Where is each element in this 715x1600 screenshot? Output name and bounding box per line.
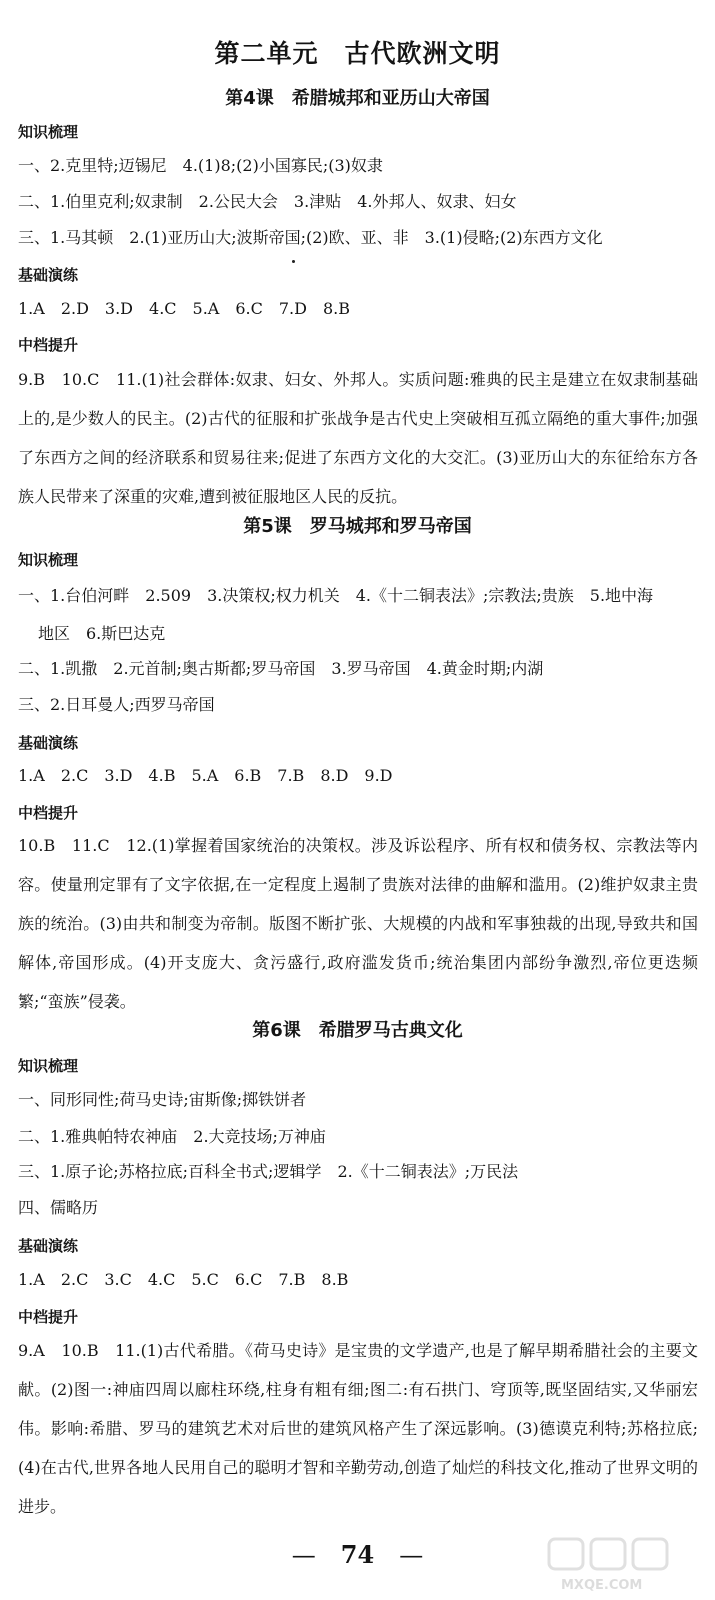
lesson-4-basic-heading: 基础演练	[18, 266, 79, 284]
lesson-4-knowledge-line-1: 一、2.克里特;迈锡尼 4.(1)8;(2)小国寡民;(3)奴隶	[18, 156, 383, 175]
watermark-logo	[541, 1535, 701, 1595]
lesson-6-knowledge-line-3: 三、1.原子论;苏格拉底;百科全书式;逻辑学 2.《十二铜表法》;万民法	[18, 1162, 519, 1181]
lesson-6-knowledge-line-4: 四、儒略历	[18, 1198, 99, 1217]
lesson-4-title: 第4课 希腊城邦和亚历山大帝国	[225, 88, 490, 109]
lesson-5-basic-heading: 基础演练	[18, 734, 79, 752]
lesson-6-advance-answers: 9.A 10.B 11.(1)古代希腊。《荷马史诗》是宝贵的文学遗产,也是了解早期希腊社会的主要文献。(2)图一:神庙四周以廊柱环绕,柱身有粗有细;图二:有石拱门、穹顶等,既坚固结实,又华丽宏伟。影响:希腊、罗马的建筑艺术对后世的建筑风格产生了深远影响。(3)德谟克利特;苏格拉底;(4)在古代,世界各地人民用自己的聪明才智和辛勤劳动,创造了灿烂的科技文化,推动了世界文明的进步。	[18, 1341, 698, 1516]
lesson-6-knowledge-line-2: 二、1.雅典帕特农神庙 2.大竞技场;万神庙	[18, 1127, 326, 1146]
lesson-5-knowledge-heading: 知识梳理	[18, 551, 79, 569]
lesson-4-advance-answers: 9.B 10.C 11.(1)社会群体:奴隶、妇女、外邦人。实质问题:雅典的民主是建立在奴隶制基础上的,是少数人的民主。(2)古代的征服和扩张战争是古代史上突破相互孤立隔绝的重大事件;加强了东西方之间的经济联系和贸易往来;促进了东西方文化的大交汇。(3)亚历山大的东征给东方各族人民带来了深重的灾难,遭到被征服地区人民的反抗。	[18, 370, 698, 506]
lesson-4-advance-heading: 中档提升	[18, 336, 79, 354]
stray-dot	[292, 260, 295, 263]
lesson-5-knowledge-line-1: 一、1.台伯河畔 2.509 3.决策权;权力机关 4.《十二铜表法》;宗教法;贵族 5.地中海	[18, 586, 654, 605]
lesson-5-basic-answers: 1.A 2.C 3.D 4.B 5.A 6.B 7.B 8.D 9.D	[18, 766, 393, 785]
page-number-dash-right: —	[399, 1541, 424, 1569]
lesson-6-advance-heading: 中档提升	[18, 1308, 79, 1326]
lesson-6-knowledge-line-1: 一、同形同性;荷马史诗;宙斯像;掷铁饼者	[18, 1090, 307, 1109]
page-number: 74	[340, 1540, 375, 1569]
lesson-5-advance-heading: 中档提升	[18, 804, 79, 822]
watermark-text: MXQE.COM	[561, 1578, 643, 1593]
lesson-5-title: 第5课 罗马城邦和罗马帝国	[243, 516, 472, 537]
lesson-5-advance-answers: 10.B 11.C 12.(1)掌握着国家统治的决策权。涉及诉讼程序、所有权和债务权、宗教法等内容。使量刑定罪有了文字依据,在一定程度上遏制了贵族对法律的曲解和滥用。(2)维护奴隶主贵族的统治。(3)由共和制变为帝制。版图不断扩张、大规模的内战和军事独裁的出现,导致共和国解体,帝国形成。(4)开支庞大、贪污盛行,政府滥发货币;统治集团内部纷争激烈,帝位更迭频繁;“蛮族”侵袭。	[18, 836, 698, 1011]
lesson-6-basic-answers: 1.A 2.C 3.C 4.C 5.C 6.C 7.B 8.B	[18, 1270, 349, 1289]
page-number-dash-left: —	[291, 1541, 316, 1569]
lesson-5-knowledge-line-3: 三、2.日耳曼人;西罗马帝国	[18, 695, 215, 714]
lesson-6-title: 第6课 希腊罗马古典文化	[252, 1020, 463, 1041]
unit-title: 第二单元 古代欧洲文明	[214, 39, 501, 68]
lesson-4-basic-answers: 1.A 2.D 3.D 4.C 5.A 6.C 7.D 8.B	[18, 299, 350, 318]
lesson-5-knowledge-line-2: 二、1.凯撒 2.元首制;奥古斯都;罗马帝国 3.罗马帝国 4.黄金时期;内湖	[18, 659, 544, 678]
lesson-5-knowledge-line-1b: 地区 6.斯巴达克	[38, 624, 166, 643]
lesson-6-basic-heading: 基础演练	[18, 1237, 79, 1255]
lesson-6-knowledge-heading: 知识梳理	[18, 1057, 79, 1075]
lesson-4-knowledge-line-2: 二、1.伯里克利;奴隶制 2.公民大会 3.津贴 4.外邦人、奴隶、妇女	[18, 192, 517, 211]
lesson-4-knowledge-heading: 知识梳理	[18, 123, 79, 141]
lesson-4-knowledge-line-3: 三、1.马其顿 2.(1)亚历山大;波斯帝国;(2)欧、亚、非 3.(1)侵略;(2)东西方文化	[18, 228, 603, 247]
